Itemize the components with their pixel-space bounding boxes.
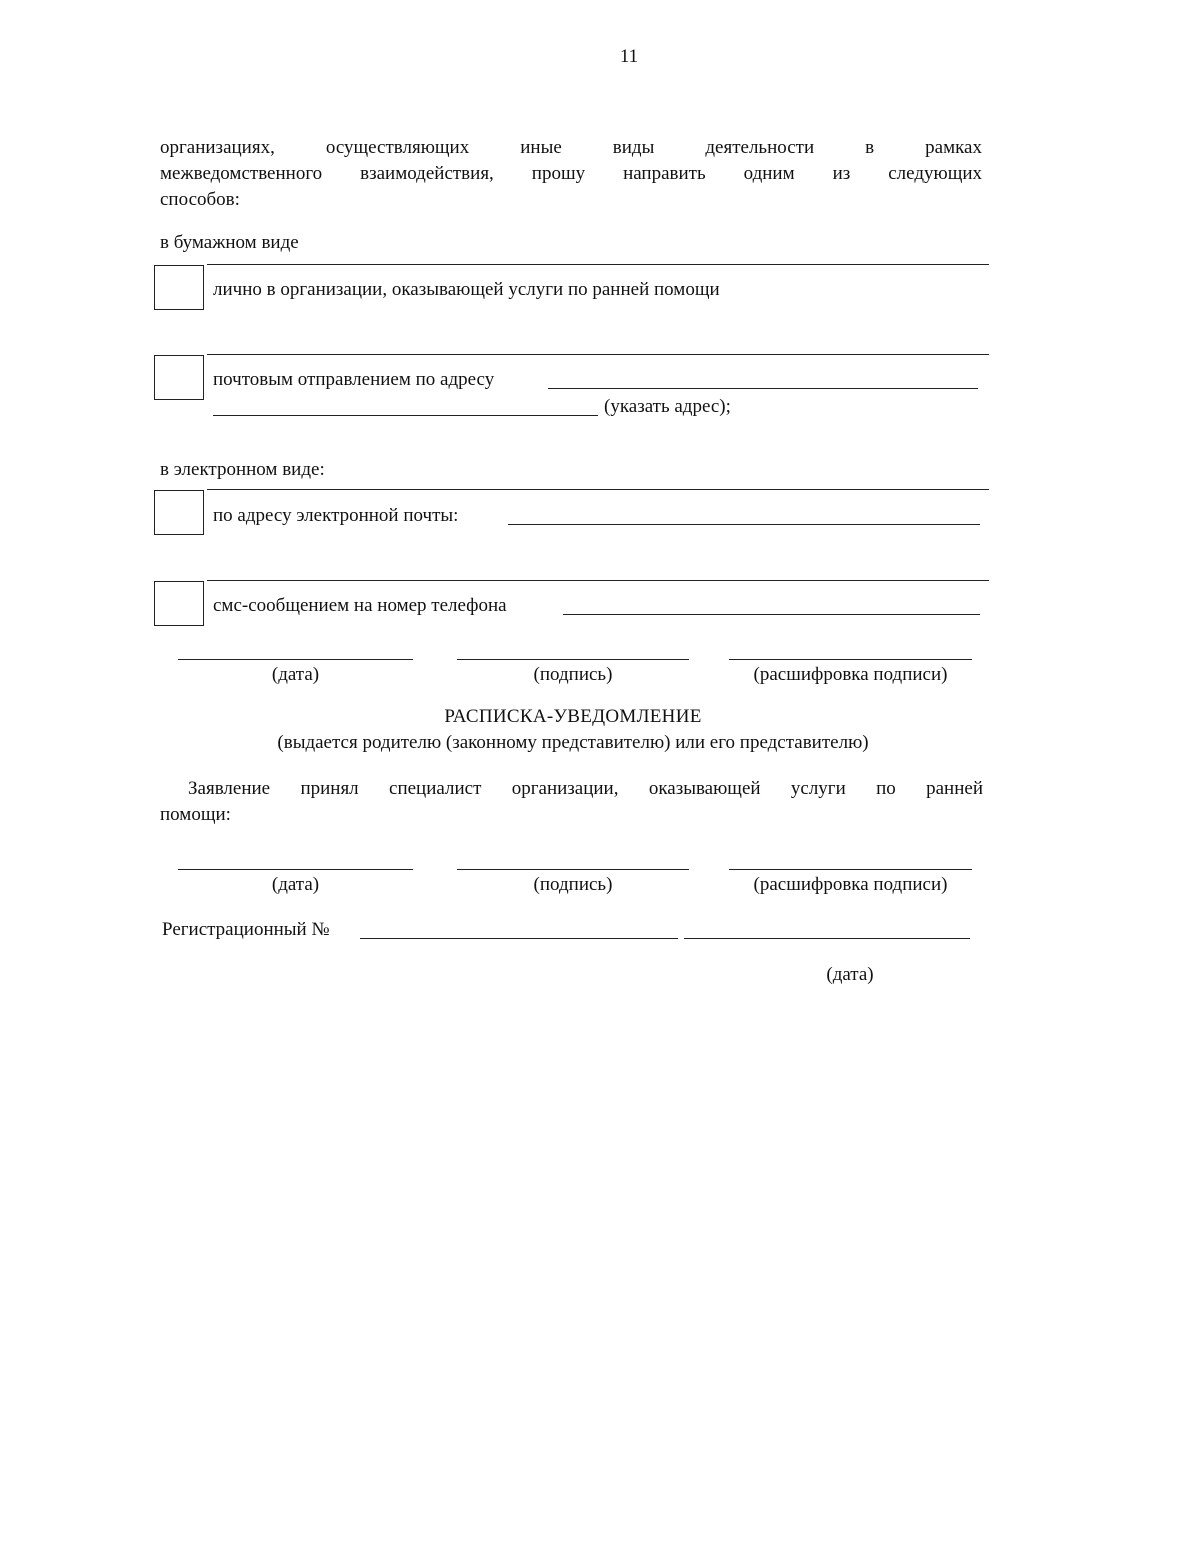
signature-transcript-field[interactable] (729, 869, 972, 870)
address-hint: (указать адрес); (604, 396, 731, 417)
option-top-rule (207, 489, 989, 490)
email-option-label: по адресу электронной почты: (213, 505, 459, 526)
registration-date-field[interactable] (684, 938, 970, 939)
signature-caption: (подпись) (533, 664, 613, 685)
intro-line: организациях, осуществляющих иные виды деятельности в рамках (160, 137, 982, 158)
option-top-rule (207, 264, 989, 265)
signature-transcript-caption: (расшифровка подписи) (753, 664, 948, 685)
signature-caption: (подпись) (533, 874, 613, 895)
date-field[interactable] (178, 659, 413, 660)
sms-option-label: смс-сообщением на номер телефона (213, 595, 507, 616)
paper-section-label: в бумажном виде (160, 232, 299, 253)
intro-line: межведомственного взаимодействия, прошу направить одним из следующих (160, 163, 982, 184)
postal-address-field-line2[interactable] (213, 415, 598, 416)
accepted-line: Заявление принял специалист организации, оказывающей услуги по ранней (188, 778, 983, 799)
page-number: 11 (619, 46, 639, 67)
email-field[interactable] (508, 524, 980, 525)
intro-line: способов: (160, 189, 240, 210)
postal-address-field[interactable] (548, 388, 978, 389)
electronic-section-label: в электронном виде: (160, 459, 325, 480)
signature-field[interactable] (457, 659, 689, 660)
date-caption: (дата) (271, 664, 320, 685)
signature-transcript-caption: (расшифровка подписи) (753, 874, 948, 895)
option-top-rule (207, 354, 989, 355)
registration-date-caption: (дата) (826, 964, 874, 985)
option-top-rule (207, 580, 989, 581)
in-person-option-label: лично в организации, оказывающей услуги по ранней помощи (213, 279, 720, 300)
date-field[interactable] (178, 869, 413, 870)
receipt-subtitle: (выдается родителю (законному представителю) или его представителю) (277, 732, 869, 753)
sms-checkbox[interactable] (154, 581, 204, 626)
receipt-title: РАСПИСКА-УВЕДОМЛЕНИЕ (444, 706, 702, 727)
postal-checkbox[interactable] (154, 355, 204, 400)
in-person-checkbox[interactable] (154, 265, 204, 310)
accepted-paragraph (160, 776, 983, 828)
signature-transcript-field[interactable] (729, 659, 972, 660)
phone-field[interactable] (563, 614, 980, 615)
intro-paragraph (160, 135, 982, 213)
date-caption: (дата) (271, 874, 320, 895)
signature-field[interactable] (457, 869, 689, 870)
accepted-line: помощи: (160, 804, 231, 825)
registration-number-field[interactable] (360, 938, 678, 939)
email-checkbox[interactable] (154, 490, 204, 535)
registration-label: Регистрационный № (162, 919, 330, 940)
postal-option-label: почтовым отправлением по адресу (213, 369, 495, 390)
